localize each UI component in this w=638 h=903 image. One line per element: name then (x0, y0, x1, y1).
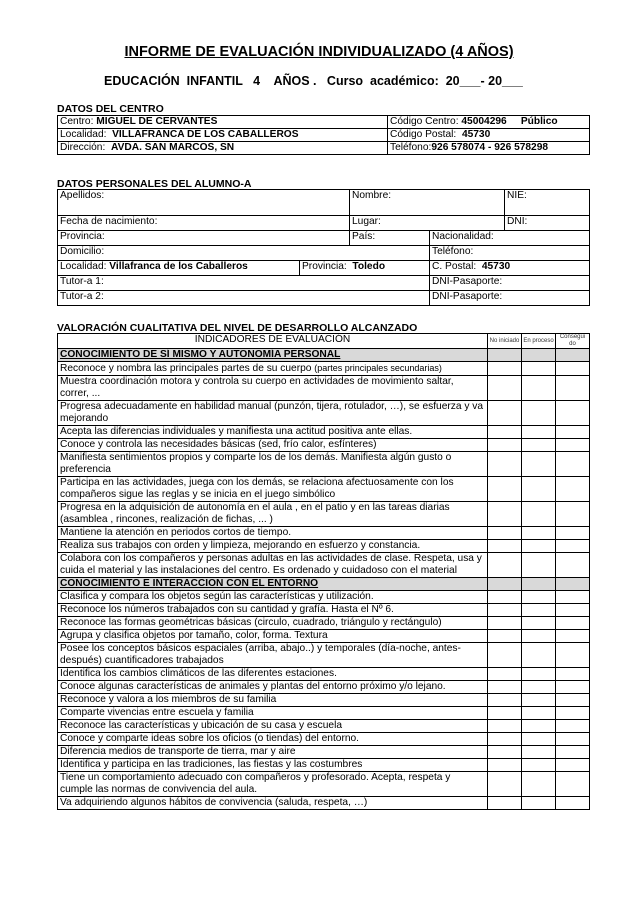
check-conseguido[interactable] (556, 630, 590, 643)
table-row (58, 553, 590, 578)
indicator-text (58, 643, 488, 668)
check-en-proceso[interactable] (522, 553, 556, 578)
check-en-proceso[interactable] (522, 527, 556, 540)
check-conseguido[interactable] (556, 477, 590, 502)
category-title: CONOCIMIENTO E INTERACCION CON EL ENTORNO (58, 578, 488, 591)
check-en-proceso[interactable] (522, 376, 556, 401)
table-row (58, 216, 590, 231)
indicator-label: Participa en las actividades, juega con los demás, se relaciona afectuosamente con los compañeros sigue las reglas y se inicia en el juego simbólico (60, 477, 454, 500)
table-row (58, 362, 590, 376)
check-conseguido[interactable] (556, 527, 590, 540)
indicator-text (58, 694, 488, 707)
cell-telefono-alumno: Teléfono: (430, 246, 590, 261)
indicator-label: Tiene un comportamiento adecuado con compañeros y profesorado. Acepta, respeta y cumple las normas de convivencia del aula. (60, 772, 451, 795)
table-row (58, 797, 590, 810)
check-conseguido[interactable] (556, 591, 590, 604)
check-no-iniciado[interactable] (488, 617, 522, 630)
section-title-alumno: DATOS PERSONALES DEL ALUMNO-A (57, 178, 252, 190)
cell-localidad-alumno: Localidad: Villafranca de los Caballeros (58, 261, 300, 276)
table-row (58, 694, 590, 707)
check-en-proceso[interactable] (522, 668, 556, 681)
indicator-text (58, 401, 488, 426)
table-row (58, 643, 590, 668)
check-en-proceso[interactable] (522, 452, 556, 477)
table-row (58, 439, 590, 452)
cell-direccion: Dirección: AVDA. SAN MARCOS, SN (58, 142, 388, 155)
indicator-text (58, 527, 488, 540)
indicator-label: Identifica los cambios climáticos de las diferentes estaciones. (60, 668, 337, 679)
indicator-label: Manifiesta sentimientos propios y comparte los de los demás. Manifiesta algún gusto o preferencia (60, 452, 452, 475)
check-en-proceso[interactable] (522, 643, 556, 668)
indicator-label: Clasifica y compara los objetos según las características y utilización. (60, 591, 374, 602)
indicator-label: Mantiene la atención en periodos cortos de tiempo. (60, 527, 292, 538)
indicator-text (58, 540, 488, 553)
valoracion-body (58, 349, 590, 810)
table-row (58, 720, 590, 733)
table-row (58, 630, 590, 643)
check-conseguido[interactable] (556, 694, 590, 707)
cell-codigo-postal: Código Postal: 45730 (388, 129, 590, 142)
check-en-proceso[interactable] (522, 694, 556, 707)
indicator-text (58, 797, 488, 810)
check-conseguido[interactable] (556, 797, 590, 810)
check-conseguido[interactable] (556, 668, 590, 681)
table-row (58, 604, 590, 617)
category-blank-cell (488, 349, 522, 362)
table-header-row (58, 334, 590, 349)
indicator-label: Identifica y participa en las tradiciones, las fiestas y las costumbres (60, 759, 363, 770)
cell-apellidos: Apellidos: (58, 190, 350, 216)
check-conseguido[interactable] (556, 707, 590, 720)
indicator-text (58, 772, 488, 797)
cell-fecha-nacimiento: Fecha de nacimiento: (58, 216, 350, 231)
cell-nie: NIE: (505, 190, 590, 216)
check-conseguido[interactable] (556, 553, 590, 578)
indicator-text (58, 668, 488, 681)
check-conseguido[interactable] (556, 604, 590, 617)
check-en-proceso[interactable] (522, 591, 556, 604)
indicator-text (58, 502, 488, 527)
indicator-text (58, 617, 488, 630)
check-en-proceso[interactable] (522, 720, 556, 733)
category-blank-cell (522, 578, 556, 591)
table-row (58, 502, 590, 527)
check-conseguido[interactable] (556, 681, 590, 694)
table-row (58, 733, 590, 746)
check-en-proceso[interactable] (522, 439, 556, 452)
check-no-iniciado[interactable] (488, 553, 522, 578)
check-no-iniciado[interactable] (488, 502, 522, 527)
indicator-label: Reconoce los números trabajados con su cantidad y grafía. Hasta el Nº 6. (60, 604, 394, 615)
category-row (58, 349, 590, 362)
check-no-iniciado[interactable] (488, 591, 522, 604)
check-en-proceso[interactable] (522, 797, 556, 810)
table-row (58, 772, 590, 797)
check-no-iniciado[interactable] (488, 604, 522, 617)
check-en-proceso[interactable] (522, 502, 556, 527)
check-conseguido[interactable] (556, 746, 590, 759)
check-en-proceso[interactable] (522, 772, 556, 797)
indicator-text (58, 604, 488, 617)
indicator-text (58, 733, 488, 746)
section-title-valoracion: VALORACIÓN CUALITATIVA DEL NIVEL DE DESARROLLO ALCANZADO (57, 322, 418, 334)
check-en-proceso[interactable] (522, 604, 556, 617)
table-row (58, 142, 590, 155)
table-row (58, 668, 590, 681)
indicator-label: Reconoce y nombra las principales partes de su cuerpo (60, 363, 312, 374)
check-conseguido[interactable] (556, 733, 590, 746)
check-conseguido[interactable] (556, 362, 590, 376)
check-no-iniciado[interactable] (488, 694, 522, 707)
check-conseguido[interactable] (556, 720, 590, 733)
check-en-proceso[interactable] (522, 426, 556, 439)
check-no-iniciado[interactable] (488, 707, 522, 720)
check-no-iniciado[interactable] (488, 477, 522, 502)
indicator-text (58, 746, 488, 759)
category-blank-cell (522, 349, 556, 362)
check-en-proceso[interactable] (522, 630, 556, 643)
report-title: INFORME DE EVALUACIÓN INDIVIDUALIZADO (4 AÑOS) (124, 44, 514, 60)
category-blank-cell (556, 349, 590, 362)
check-no-iniciado[interactable] (488, 439, 522, 452)
table-row (58, 261, 590, 276)
indicator-label: Conoce y controla las necesidades básicas (sed, frío calor, esfínteres) (60, 439, 377, 450)
section-title-centro: DATOS DEL CENTRO (57, 103, 164, 115)
check-no-iniciado[interactable] (488, 401, 522, 426)
cell-provincia: Provincia: (58, 231, 350, 246)
indicator-text (58, 426, 488, 439)
check-conseguido[interactable] (556, 439, 590, 452)
cell-telefono: Teléfono:926 578074 - 926 578298 (388, 142, 590, 155)
check-en-proceso[interactable] (522, 759, 556, 772)
indicator-label: Conoce y comparte ideas sobre los oficios (o tiendas) del entorno. (60, 733, 359, 744)
indicator-label: Conoce algunas características de animales y plantas del entorno próximo y/o lejano. (60, 681, 446, 692)
check-no-iniciado[interactable] (488, 540, 522, 553)
table-row (58, 617, 590, 630)
check-no-iniciado[interactable] (488, 426, 522, 439)
indicator-label: Comparte vivencias entre escuela y familia (60, 707, 254, 718)
check-no-iniciado[interactable] (488, 630, 522, 643)
category-title: CONOCIMIENTO DE SÍ MISMO Y AUTONOMÍA PERSONAL (58, 349, 488, 362)
indicator-text (58, 376, 488, 401)
indicator-label: Acepta las diferencias individuales y manifiesta una actitud positiva ante ellas. (60, 426, 413, 437)
check-no-iniciado[interactable] (488, 733, 522, 746)
table-row (58, 477, 590, 502)
cell-nombre: Nombre: (350, 190, 505, 216)
check-conseguido[interactable] (556, 376, 590, 401)
cell-tutor1: Tutor-a 1: (58, 276, 430, 291)
check-en-proceso[interactable] (522, 746, 556, 759)
col-en-proceso: En proceso (522, 334, 556, 349)
table-row (58, 190, 590, 216)
indicator-label: Reconoce y valora a los miembros de su familia (60, 694, 277, 705)
table-row (58, 376, 590, 401)
table-row (58, 116, 590, 129)
table-row (58, 129, 590, 142)
table-row (58, 231, 590, 246)
table-row (58, 746, 590, 759)
check-conseguido[interactable] (556, 540, 590, 553)
indicator-note: (partes principales secundarias) (314, 363, 442, 373)
category-row (58, 578, 590, 591)
check-en-proceso[interactable] (522, 681, 556, 694)
check-conseguido[interactable] (556, 617, 590, 630)
indicator-text (58, 630, 488, 643)
check-no-iniciado[interactable] (488, 772, 522, 797)
table-datos-alumno (57, 189, 590, 306)
table-row (58, 426, 590, 439)
indicator-label: Colabora con los compañeros y personas adultas en las actividades de clase. Respeta, usa y cuida el material y las instalaciones del centro. Es ordenado y cuidadoso con el material (60, 553, 482, 576)
indicator-text (58, 759, 488, 772)
indicator-text (58, 720, 488, 733)
cell-lugar: Lugar: (350, 216, 505, 231)
table-valoracion (57, 333, 590, 810)
cell-localidad: Localidad: VILLAFRANCA DE LOS CABALLEROS (58, 129, 388, 142)
indicator-text (58, 439, 488, 452)
cell-provincia-alumno: Provincia: Toledo (300, 261, 430, 276)
cell-dni: DNI: (505, 216, 590, 231)
indicator-label: Agrupa y clasifica objetos por tamaño, color, forma. Textura (60, 630, 328, 641)
report-subtitle: EDUCACIÓN INFANTIL 4 AÑOS . Curso académico: 20___- 20___ (104, 74, 523, 88)
cell-nacionalidad: Nacionalidad: (430, 231, 590, 246)
check-en-proceso[interactable] (522, 401, 556, 426)
indicator-text (58, 553, 488, 578)
cell-centro: Centro: MIGUEL DE CERVANTES (58, 116, 388, 129)
check-no-iniciado[interactable] (488, 643, 522, 668)
cell-tutor2: Tutor-a 2: (58, 291, 430, 306)
table-row (58, 401, 590, 426)
check-en-proceso[interactable] (522, 733, 556, 746)
table-datos-centro (57, 115, 590, 155)
check-en-proceso[interactable] (522, 617, 556, 630)
table-row (58, 591, 590, 604)
check-no-iniciado[interactable] (488, 376, 522, 401)
indicator-label: Progresa adecuadamente en habilidad manual (punzón, tijera, rotulador, …), se esfuerza y va mejorando (60, 401, 484, 424)
table-row (58, 276, 590, 291)
table-row (58, 291, 590, 306)
check-no-iniciado[interactable] (488, 452, 522, 477)
col-conseguido: Consegui do (556, 334, 590, 349)
indicator-text (58, 452, 488, 477)
cell-domicilio: Domicilio: (58, 246, 430, 261)
check-conseguido[interactable] (556, 759, 590, 772)
cell-dni-pasaporte2: DNI-Pasaporte: (430, 291, 590, 306)
check-conseguido[interactable] (556, 452, 590, 477)
indicator-label: Realiza sus trabajos con orden y limpieza, mejorando en esfuerzo y constancia. (60, 540, 421, 551)
category-blank-cell (556, 578, 590, 591)
check-conseguido[interactable] (556, 426, 590, 439)
indicator-text (58, 477, 488, 502)
table-row (58, 759, 590, 772)
cell-cpostal: C. Postal: 45730 (430, 261, 590, 276)
check-conseguido[interactable] (556, 502, 590, 527)
indicator-label: Reconoce las características y ubicación de su casa y escuela (60, 720, 342, 731)
check-en-proceso[interactable] (522, 477, 556, 502)
table-row (58, 527, 590, 540)
check-no-iniciado[interactable] (488, 681, 522, 694)
check-no-iniciado[interactable] (488, 362, 522, 376)
indicadores-header: INDICADORES DE EVALUACIÓN (58, 334, 488, 349)
check-en-proceso[interactable] (522, 707, 556, 720)
check-conseguido[interactable] (556, 643, 590, 668)
check-no-iniciado[interactable] (488, 527, 522, 540)
check-no-iniciado[interactable] (488, 759, 522, 772)
check-no-iniciado[interactable] (488, 797, 522, 810)
indicator-label: Reconoce las formas geométricas básicas (circulo, cuadrado, triángulo y rectángulo) (60, 617, 442, 628)
indicator-label: Posee los conceptos básicos espaciales (arriba, abajo..) y temporales (día-noche, antes-después) cuantificadores trabajados (60, 643, 461, 666)
check-en-proceso[interactable] (522, 362, 556, 376)
col-no-iniciado: No iniciado (488, 334, 522, 349)
indicator-text (58, 591, 488, 604)
table-row (58, 452, 590, 477)
indicator-label: Muestra coordinación motora y controla su cuerpo en actividades de movimiento saltar, correr, ... (60, 376, 454, 399)
cell-dni-pasaporte1: DNI-Pasaporte: (430, 276, 590, 291)
table-row (58, 681, 590, 694)
table-row (58, 707, 590, 720)
check-no-iniciado[interactable] (488, 746, 522, 759)
indicator-text (58, 681, 488, 694)
check-no-iniciado[interactable] (488, 720, 522, 733)
check-en-proceso[interactable] (522, 540, 556, 553)
cell-pais: País: (350, 231, 430, 246)
check-no-iniciado[interactable] (488, 668, 522, 681)
table-row (58, 540, 590, 553)
check-conseguido[interactable] (556, 772, 590, 797)
category-blank-cell (488, 578, 522, 591)
table-row (58, 246, 590, 261)
indicator-label: Progresa en la adquisición de autonomía en el aula , en el patio y en las tareas diarias (asamblea , rincones, realización de fichas, ... ) (60, 502, 450, 525)
cell-codigo-centro: Código Centro: 45004296 Público (388, 116, 590, 129)
indicator-text (58, 362, 488, 376)
indicator-text (58, 707, 488, 720)
indicator-label: Va adquiriendo algunos hábitos de convivencia (saluda, respeta, …) (60, 797, 368, 808)
indicator-label: Diferencia medios de transporte de tierra, mar y aire (60, 746, 296, 757)
check-conseguido[interactable] (556, 401, 590, 426)
